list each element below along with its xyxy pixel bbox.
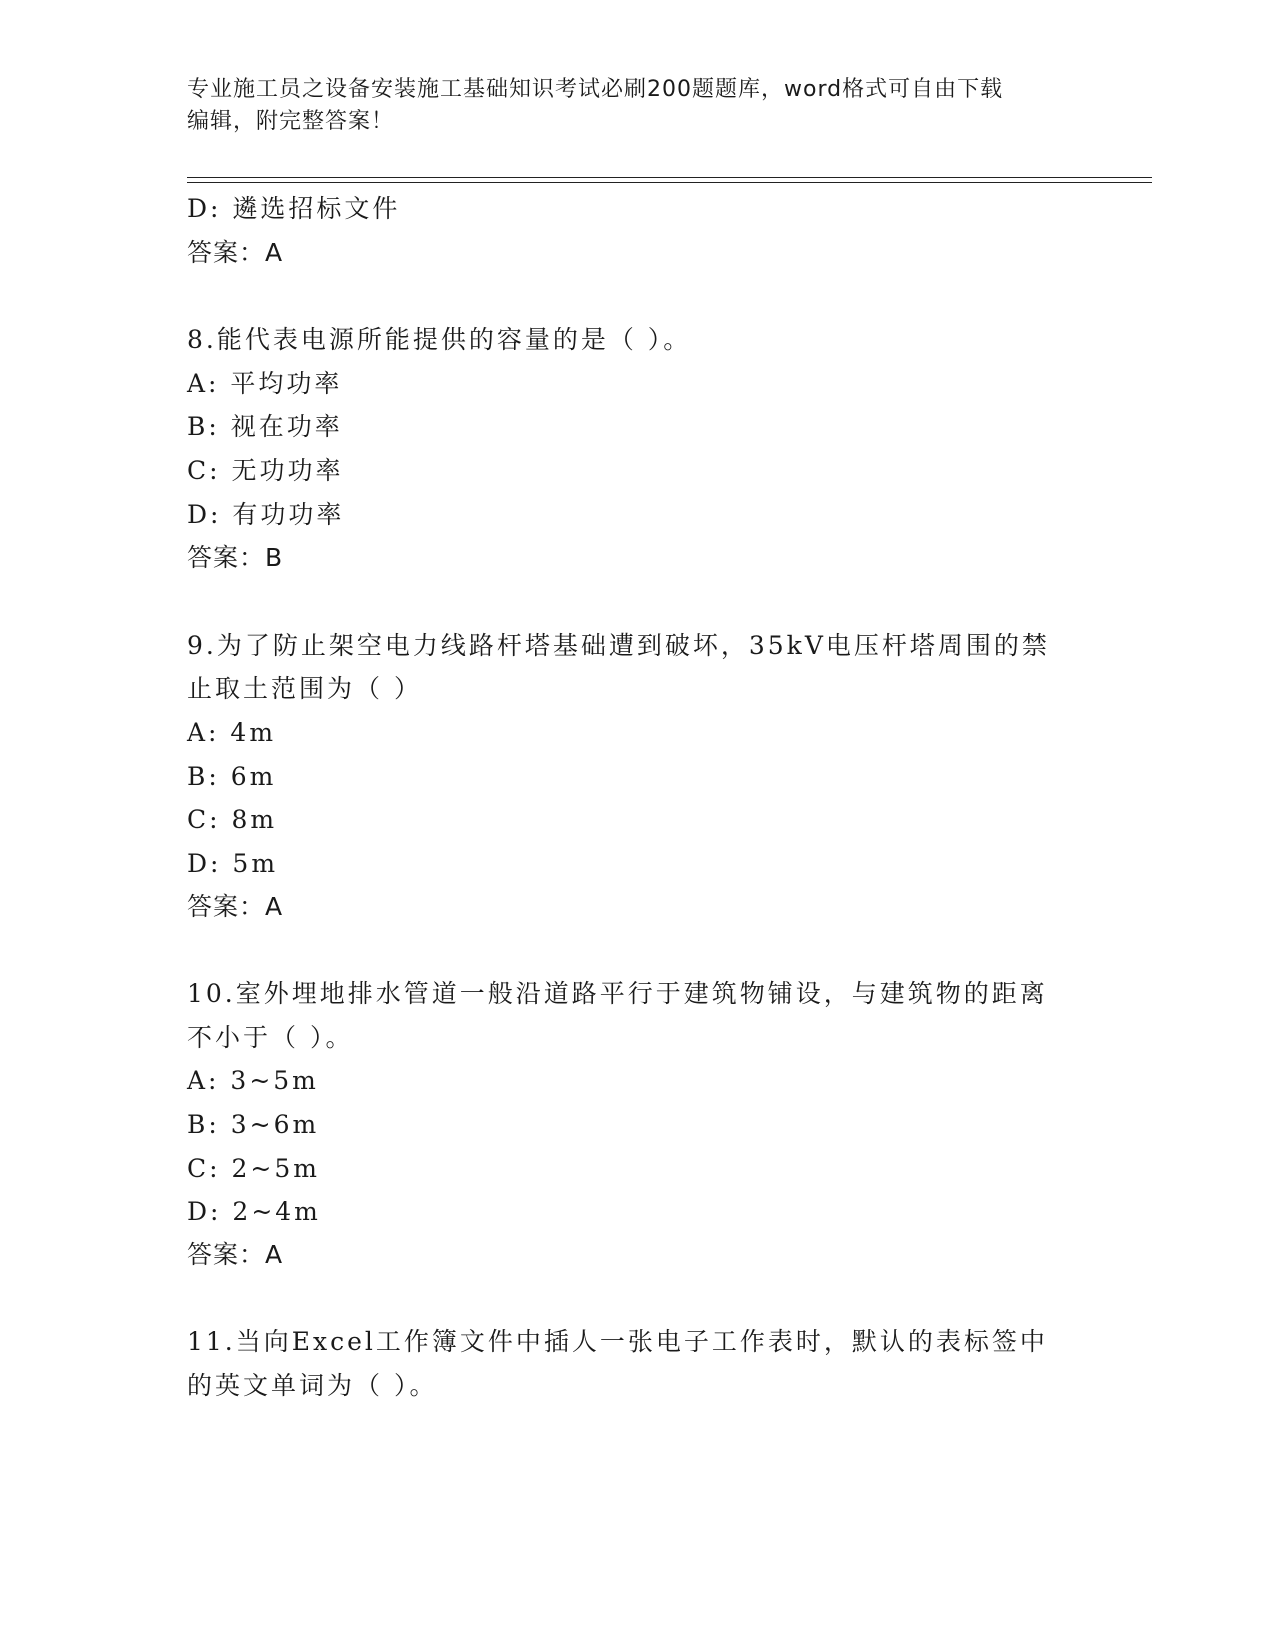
option-d: D: 2~4m: [187, 1197, 321, 1226]
question-stem: 10.室外埋地排水管道一般沿道路平行于建筑物铺设，与建筑物的距离: [187, 979, 1048, 1008]
answer: 答案：A: [187, 1240, 284, 1269]
question-stem: 9.为了防止架空电力线路杆塔基础遭到破坏，35kV电压杆塔周围的禁: [187, 631, 1050, 660]
option-b: B: 3~6m: [187, 1110, 320, 1139]
question-stem-continued: 不小于（ ）。: [187, 1023, 354, 1052]
header-line-1: 专业施工员之设备安装施工基础知识考试必刷200题题库，word格式可自由下载: [187, 77, 1004, 102]
option-c: C: 无功功率: [187, 456, 344, 485]
page-header: [187, 74, 1067, 138]
option-b: B: 视在功率: [187, 412, 343, 441]
answer: 答案：A: [187, 892, 284, 921]
option-a: A: 3~5m: [187, 1066, 319, 1095]
option-d: D: 遴选招标文件: [187, 194, 401, 223]
answer: 答案：B: [187, 543, 284, 572]
header-line-2: 编辑，附完整答案！: [187, 109, 395, 134]
option-b: B: 6m: [187, 762, 277, 791]
option-c: C: 8m: [187, 805, 278, 834]
question-stem: 8.能代表电源所能提供的容量的是（ ）。: [187, 325, 692, 354]
option-a: A: 4m: [187, 718, 277, 747]
header-divider-bottom: [187, 182, 1152, 183]
question-stem-continued: 的英文单词为（ ）。: [187, 1371, 438, 1400]
answer: 答案：A: [187, 238, 284, 267]
option-c: C: 2~5m: [187, 1154, 320, 1183]
header-divider-top: [187, 177, 1152, 178]
option-a: A: 平均功率: [187, 369, 343, 398]
question-stem-continued: 止取土范围为（ ）: [187, 674, 422, 703]
option-d: D: 有功功率: [187, 500, 345, 529]
question-stem: 11.当向Excel工作簿文件中插人一张电子工作表时，默认的表标签中: [187, 1327, 1048, 1356]
option-d: D: 5m: [187, 849, 279, 878]
